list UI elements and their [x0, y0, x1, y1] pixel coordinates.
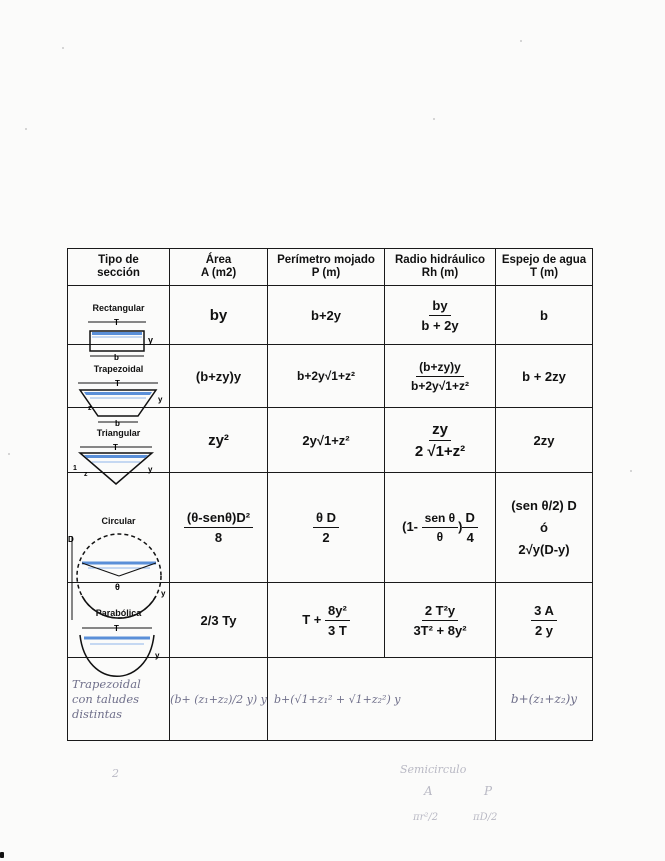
area-circular: [170, 473, 268, 583]
perimeter-handwritten: b+(√1+z₁² + √1+z₂²) y: [268, 658, 496, 741]
perim-prefix: T +: [302, 611, 322, 627]
area-handwritten: (b+ (z₁+z₂)/2 y) y: [170, 658, 268, 741]
note-a: A: [424, 784, 433, 798]
t-circular-1: (sen θ/2) D: [511, 497, 577, 513]
label-b: b: [115, 419, 120, 428]
hydraulic-sections-table: [67, 248, 592, 741]
section-name-circular: Circular: [101, 515, 136, 526]
scan-speck: [25, 128, 27, 130]
area-rectangular: by: [170, 286, 268, 345]
rh-num: by: [429, 298, 450, 316]
label-T: T: [113, 443, 118, 452]
header-tipo: Tipo de sección: [68, 249, 170, 286]
scan-speck: [433, 118, 435, 120]
rh-prefix: (1-: [402, 518, 419, 534]
triangular-section-diagram: [68, 440, 170, 505]
rh-den: b+2y√1+z²: [411, 378, 469, 393]
label-D: D: [68, 534, 74, 544]
perimeter-circular: [268, 473, 385, 583]
label-z: z: [88, 405, 92, 412]
scan-speck: [62, 47, 64, 49]
section-rectangular: [68, 286, 170, 362]
parabolic-section-diagram: [68, 620, 170, 695]
rh-den: b + 2y: [421, 317, 459, 333]
rh-den: 3T² + 8y²: [413, 622, 467, 638]
note-a-value: πr²/2: [413, 812, 439, 823]
rh-num: sen θ: [422, 511, 459, 528]
rh-num: zy: [429, 421, 451, 441]
section-trapezoidal-taludes: Trapezoidal con taludes distintas: [68, 658, 170, 741]
scan-speck: [8, 453, 10, 455]
area-den: 8: [214, 530, 223, 545]
area-num: (θ-senθ)D²: [184, 510, 253, 528]
rh-parabolica: [385, 583, 496, 658]
header-row: [68, 249, 593, 286]
label-y: y: [148, 335, 154, 345]
header-espejo: Espejo de agua T (m): [496, 249, 593, 286]
header-perimetro: Perímetro mojado P (m): [268, 249, 385, 286]
t-triangular: 2zy: [496, 408, 593, 473]
scan-speck: [630, 470, 632, 472]
label-y: y: [155, 651, 160, 660]
label-y: y: [161, 588, 166, 598]
label-theta: θ: [115, 581, 120, 592]
perimeter-rectangular: b+2y: [268, 286, 385, 345]
table-row-rectangular: [68, 286, 593, 345]
t-rectangular: b: [496, 286, 593, 345]
header-area: Área A (m2): [170, 249, 268, 286]
label-b: b: [114, 353, 119, 362]
perimeter-triangular: 2y√1+z²: [268, 408, 385, 473]
rh-num: (b+zy)y: [416, 360, 464, 377]
t-circular-or: ó: [540, 519, 548, 535]
rh-num2: D: [462, 510, 477, 528]
section-name-parabolica: Parabólica: [95, 608, 142, 618]
label-z: z: [84, 471, 88, 478]
label-T: T: [114, 318, 119, 327]
t-parabolica: [496, 583, 593, 658]
rh-triangular: [385, 408, 496, 473]
label-y: y: [158, 395, 163, 404]
perimeter-trapezoidal: b+2y√1+z²: [268, 345, 385, 408]
perim-num: 8y²: [325, 603, 350, 621]
rh-close: ): [458, 518, 463, 534]
section-name-rectangular: Rectangular: [92, 303, 145, 313]
rh-den2: 4: [466, 530, 474, 545]
t-circular: [496, 473, 593, 583]
rh-circular: [385, 473, 496, 583]
note-p: P: [484, 784, 493, 798]
perimeter-parabolica: [268, 583, 385, 658]
scan-speck: [520, 40, 522, 42]
perim-den: 3 T: [327, 622, 347, 638]
section-name-triangular: Triangular: [96, 428, 141, 438]
rh-den: θ: [436, 530, 444, 544]
rh-num: 2 T²y: [422, 603, 458, 621]
label-T: T: [115, 379, 120, 388]
area-parabolica: 2/3 Ty: [170, 583, 268, 658]
rh-rectangular: [385, 286, 496, 345]
header-radio: Radio hidráulico Rh (m): [385, 249, 496, 286]
scan-speck: [0, 852, 4, 858]
area-triangular: zy²: [170, 408, 268, 473]
label-y: y: [148, 465, 153, 474]
note-title: Semicirculo: [400, 763, 467, 776]
perim-den: 2: [322, 530, 330, 545]
section-name-trapezoidal: Trapezoidal: [93, 364, 144, 374]
note-p-value: πD/2: [473, 812, 498, 823]
t-circular-2: 2√y(D-y): [518, 541, 570, 557]
area-trapezoidal: (b+zy)y: [170, 345, 268, 408]
t-num: 3 A: [531, 603, 557, 621]
label-T: T: [114, 624, 119, 633]
note-mark: 2: [112, 767, 119, 780]
rh-trapezoidal: [385, 345, 496, 408]
t-trapezoidal: b + 2zy: [496, 345, 593, 408]
perim-num: θ D: [313, 510, 339, 528]
rh-den: 2 √1+z²: [414, 442, 466, 460]
t-den: 2 y: [534, 622, 554, 638]
label-one: 1: [73, 465, 77, 472]
t-handwritten: b+(z₁+z₂)y: [496, 658, 593, 741]
